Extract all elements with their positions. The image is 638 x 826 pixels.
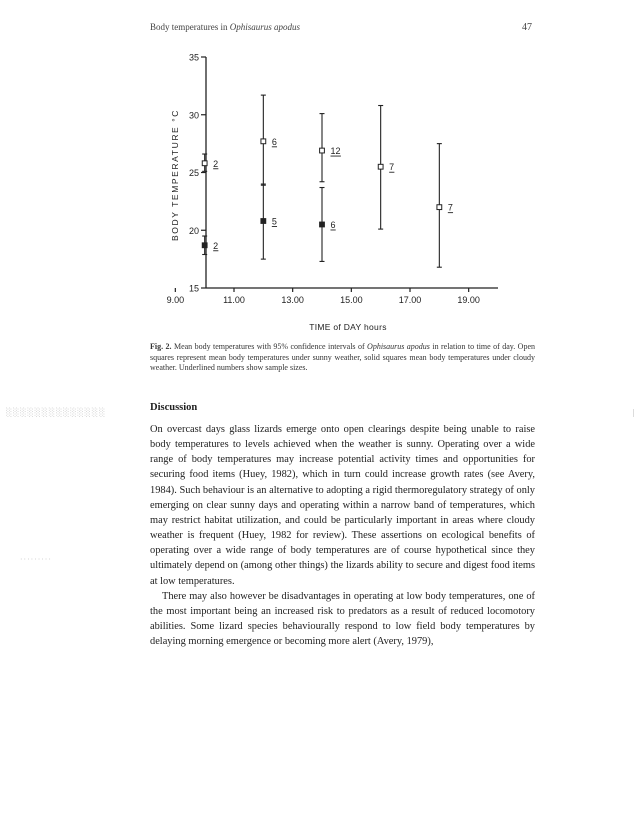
- sample-size-label: 2: [213, 240, 219, 251]
- sample-size-label: 7: [389, 162, 395, 173]
- open-square-marker: [437, 205, 442, 210]
- discussion-paragraph-1: On overcast days glass lizards emerge onto open clearings despite being unable to raise body temperatures to levels achieved when the weather is sunny. Operating over a wide range of body temperatures may increase potential activity times and opportunities for securing food items (Huey, 1982), which in turn could increase growth rates (see Avery, 1984). Such behaviour is an alternative to adopting a rigid thermoregulatory strategy of only emerging on clear sunny days and operating within a narrow band of temperatures, which may restrict habitat utilization, and could be particularly important in areas where cloudy weather is frequent (Huey, 1982 for review). These assertions on ecological benefits of operating over a wide range of body temperatures are of course hypothetical since they ultimately depend on (among other things) the lizards ability to secure and digest food items at low temperatures.: [150, 424, 535, 587]
- scan-artifact: ·········: [20, 555, 52, 564]
- caption-species: Ophisaurus apodus: [367, 342, 430, 351]
- y-tick-label: 35: [188, 52, 199, 63]
- data-point: [202, 236, 218, 254]
- x-tick-label: 15.00: [340, 295, 363, 305]
- x-tick-label: 11.00: [223, 295, 245, 305]
- y-tick-label: 15: [188, 283, 199, 294]
- caption-label: Fig. 2.: [150, 342, 172, 351]
- discussion-paragraph-2: There may also however be disadvantages in operating at low body temperatures, one of the most important being an increased risk to predators as a result of reduced locomotory abilities. Some lizard species behaviourally respond to low field body temperatures by delaying morning emergence or becoming more alert (Avery, 1979),: [150, 590, 535, 648]
- x-tick-label: 13.00: [281, 295, 304, 305]
- y-tick-label: 30: [188, 110, 199, 121]
- plot-marks: [202, 95, 453, 267]
- figure-caption: [150, 342, 535, 374]
- sample-size-label: 12: [330, 146, 341, 157]
- caption-text-part2: in relation to time of day. Open squares represent mean body temperatures under sunny weather, solid squares mean body temperatures under cloudy weather. Underlined numbers show sample sizes.: [150, 342, 535, 372]
- y-axis-label: BODY TEMPERATURE °C: [170, 108, 180, 242]
- sample-size-label: 5: [271, 216, 277, 227]
- sample-size-label: 6: [271, 136, 277, 147]
- x-tick-label: 19.00: [457, 295, 480, 305]
- scan-artifact: ░░░░░░░░░░░░░░: [6, 408, 107, 417]
- solid-square-marker: [202, 243, 207, 248]
- body-temperature-chart: [0, 0, 638, 340]
- x-tick-label: 9.00: [166, 295, 185, 305]
- open-square-marker: [320, 148, 325, 153]
- scan-artifact: |: [632, 408, 636, 417]
- data-point: [320, 188, 336, 262]
- open-square-marker: [378, 164, 383, 169]
- open-square-marker: [261, 139, 266, 144]
- sample-size-label: 2: [213, 158, 219, 169]
- y-tick-group: [189, 53, 206, 294]
- sample-size-label: 7: [447, 202, 453, 213]
- y-tick-label: 25: [188, 168, 199, 178]
- data-point: [320, 114, 341, 182]
- data-point: [378, 106, 394, 230]
- sample-size-label: 6: [330, 219, 336, 230]
- discussion-body: [150, 422, 535, 649]
- data-point: [202, 154, 218, 171]
- x-axis-label: TIME of DAY hours: [309, 322, 387, 332]
- running-title-prefix: Body temperatures in: [150, 22, 230, 32]
- solid-square-marker: [261, 219, 266, 224]
- caption-text-part1: Mean body temperatures with 95% confidence intervals of: [171, 342, 368, 351]
- running-title-species: Ophisaurus apodus: [229, 22, 300, 32]
- data-point: [261, 184, 277, 259]
- y-tick-label: 20: [188, 225, 199, 236]
- section-heading: Discussion: [150, 402, 198, 413]
- open-square-marker: [202, 161, 207, 166]
- page-number: 47: [522, 22, 532, 33]
- x-tick-label: 17.00: [398, 295, 422, 305]
- data-point: [437, 144, 453, 268]
- solid-square-marker: [320, 222, 325, 227]
- x-tick-group: [167, 288, 480, 305]
- data-point: [261, 95, 277, 185]
